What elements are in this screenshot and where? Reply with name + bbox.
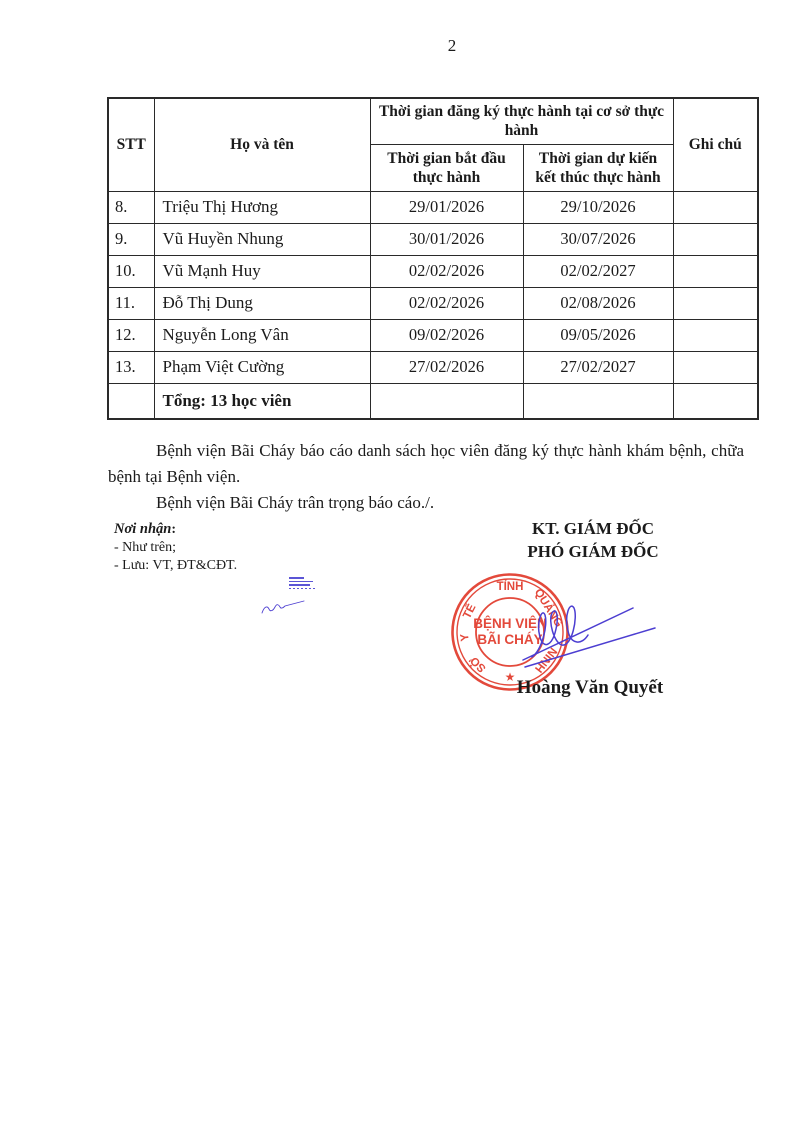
cell-name: Vũ Mạnh Huy [154, 255, 370, 287]
cell-stt-empty [108, 383, 154, 419]
cell-name: Nguyễn Long Vân [154, 319, 370, 351]
header-name: Họ và tên [154, 98, 370, 191]
initials-scribble [258, 598, 310, 618]
cell-empty [523, 383, 673, 419]
cell-start: 29/01/2026 [370, 191, 523, 223]
cell-stt: 8. [108, 191, 154, 223]
cell-end: 27/02/2027 [523, 351, 673, 383]
signature-block-title [493, 517, 693, 563]
table-row [108, 223, 758, 255]
total-label: Tổng: 13 học viên [154, 383, 370, 419]
cell-end: 09/05/2026 [523, 319, 673, 351]
cell-note [673, 287, 758, 319]
recipients-block [114, 520, 237, 575]
recipient-item: - Lưu: VT, ĐT&CĐT. [114, 558, 238, 573]
header-stt: STT [108, 98, 154, 191]
header-note: Ghi chú [673, 98, 758, 191]
cell-start: 27/02/2026 [370, 351, 523, 383]
signer-name: Hoàng Văn Quyết [516, 677, 664, 698]
cell-note [673, 351, 758, 383]
table-row [108, 351, 758, 383]
cell-stt: 10. [108, 255, 154, 287]
cell-end: 02/02/2027 [523, 255, 673, 287]
cell-note [673, 191, 758, 223]
cell-start: 02/02/2026 [370, 255, 523, 287]
recipients-colon: : [171, 522, 177, 537]
cell-stt: 12. [108, 319, 154, 351]
svg-text:SỞ: SỞ [467, 653, 489, 675]
recipients-title: Nơi nhận [114, 521, 172, 537]
cell-name: Vũ Huyền Nhung [154, 223, 370, 255]
cell-stt: 11. [108, 287, 154, 319]
svg-text:BỆNH VIỆN: BỆNH VIỆN [473, 616, 547, 631]
header-period-group: Thời gian đăng ký thực hành tại cơ sở thực hành [370, 98, 673, 144]
cell-start: 09/02/2026 [370, 319, 523, 351]
star-icon: ★ [504, 670, 516, 684]
recipient-item: - Như trên; [114, 540, 177, 555]
cell-stt: 9. [108, 223, 154, 255]
table-row [108, 191, 758, 223]
svg-text:QUẢNG: QUẢNG [531, 586, 565, 630]
cell-note [673, 319, 758, 351]
position-line-2: PHÓ GIÁM ĐỐC [527, 542, 659, 561]
table-row [108, 255, 758, 287]
svg-text:NINH: NINH [532, 644, 559, 675]
cell-empty [370, 383, 523, 419]
cell-start: 02/02/2026 [370, 287, 523, 319]
svg-text:TẾ: TẾ [461, 602, 479, 621]
cell-name: Phạm Việt Cường [154, 351, 370, 383]
cell-end: 02/08/2026 [523, 287, 673, 319]
body-paragraph-1: Bệnh viện Bãi Cháy báo cáo danh sách học viên đăng ký thực hành khám bệnh, chữa bệnh tại Bệnh viện. [108, 441, 744, 486]
cell-name: Triệu Thị Hương [154, 191, 370, 223]
position-line-1: KT. GIÁM ĐỐC [532, 519, 654, 538]
svg-text:Y: Y [458, 632, 472, 643]
students-table [107, 97, 759, 420]
page-number: 2 [447, 36, 457, 55]
header-end-date: Thời gian dự kiến kết thúc thực hành [523, 144, 673, 191]
cell-note [673, 255, 758, 287]
cell-end: 30/07/2026 [523, 223, 673, 255]
svg-text:BÃI CHÁY: BÃI CHÁY [477, 632, 543, 647]
handwritten-signature [512, 595, 662, 673]
cell-end: 29/10/2026 [523, 191, 673, 223]
table-row [108, 319, 758, 351]
header-start-date: Thời gian bắt đầu thực hành [370, 144, 523, 191]
cell-stt: 13. [108, 351, 154, 383]
digital-signature-marks [289, 577, 316, 591]
table-total-row [108, 383, 758, 419]
cell-start: 30/01/2026 [370, 223, 523, 255]
cell-note [673, 223, 758, 255]
svg-text:TỈNH: TỈNH [496, 581, 524, 593]
body-paragraph-2: Bệnh viện Bãi Cháy trân trọng báo cáo./. [156, 493, 435, 512]
table-row [108, 287, 758, 319]
table-header-row [108, 98, 758, 144]
recipients-title-line [114, 520, 237, 539]
cell-empty [673, 383, 758, 419]
cell-name: Đỗ Thị Dung [154, 287, 370, 319]
